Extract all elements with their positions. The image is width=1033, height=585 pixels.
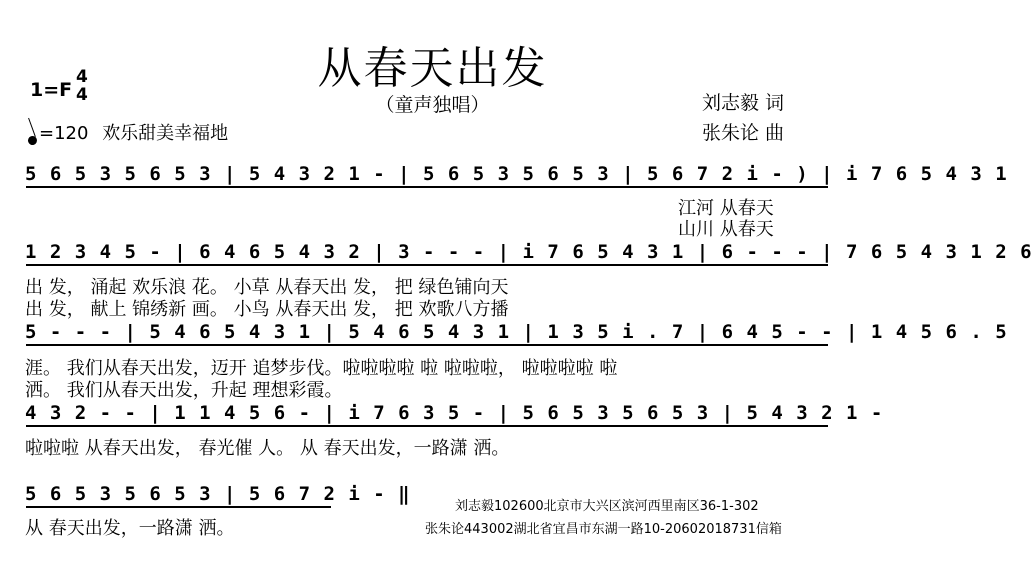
lyric-line-3b: 洒。 我们从春天出发，升起 理想彩霞。: [25, 380, 343, 401]
composer-credit: 张朱论 曲: [702, 122, 785, 144]
address-lyricist: 刘志毅102600北京市大兴区滨河西里南区36-1-302: [455, 499, 759, 514]
quarter-note-icon: [27, 135, 39, 147]
beam-line-3: [26, 344, 828, 346]
song-title: 从春天出发: [317, 43, 548, 94]
lyric-line-2b: 出 发， 献上 锦绣新 画。 小鸟 从春天出 发， 把 欢歌八方播: [25, 299, 509, 320]
beam-line-4: [26, 425, 828, 427]
mood-marking: 欢乐甜美幸福地: [102, 123, 229, 144]
notation-line-4: 4 3 2 - - | 1 1 4 5 6 - | i 7 6 3 5 - | 5 6 5 3 5 6 5 3 | 5 4 3 2 1 -: [25, 402, 884, 424]
song-subtitle: （童声独唱）: [375, 94, 490, 116]
notation-line-5: 5 6 5 3 5 6 5 3 | 5 6 7 2 i - ‖: [25, 483, 411, 505]
time-signature-top: 4: [76, 67, 88, 87]
tempo-value: =120: [39, 123, 89, 144]
lyric-line-4: 啦啦啦 从春天出发， 春光催 人。 从 春天出发，一路潇 洒。: [25, 438, 510, 459]
time-signature-bottom: 4: [76, 85, 88, 105]
lyricist-credit: 刘志毅 词: [702, 92, 785, 114]
lyric-line-1b: 山川 从春天: [678, 219, 774, 240]
beam-line-5: [26, 506, 331, 508]
notation-line-3: 5 - - - | 5 4 6 5 4 3 1 | 5 4 6 5 4 3 1 | 1 3 5 i . 7 | 6 4 5 - - | 1 4 5 6 . 5: [25, 321, 1008, 343]
lyric-line-1a: 江河 从春天: [678, 198, 774, 219]
lyric-line-3a: 涯。 我们从春天出发，迈开 追梦步伐。啦啦啦啦 啦 啦啦啦， 啦啦啦啦 啦: [25, 358, 618, 379]
key-signature: 1=F: [30, 79, 73, 101]
lyric-line-2a: 出 发， 涌起 欢乐浪 花。 小草 从春天出 发， 把 绿色铺向天: [25, 277, 509, 298]
address-composer: 张朱论443002湖北省宜昌市东湖一路10-20602018731信箱: [425, 522, 782, 537]
lyric-line-5: 从 春天出发，一路潇 洒。: [25, 518, 235, 539]
beam-line-1: [26, 186, 828, 188]
notation-line-2: 1 2 3 4 5 - | 6 4 6 5 4 3 2 | 3 - - - | i 7 6 5 4 3 1 | 6 - - - | 7 6 5 4 3 1 2 6: [25, 241, 1033, 263]
beam-line-2: [26, 264, 828, 266]
notation-line-1: 5 6 5 3 5 6 5 3 | 5 4 3 2 1 - | 5 6 5 3 5 6 5 3 | 5 6 7 2 i - ) | i 7 6 5 4 3 1: [25, 163, 1008, 185]
time-signature: [76, 68, 88, 104]
tempo-marking: [28, 119, 228, 145]
